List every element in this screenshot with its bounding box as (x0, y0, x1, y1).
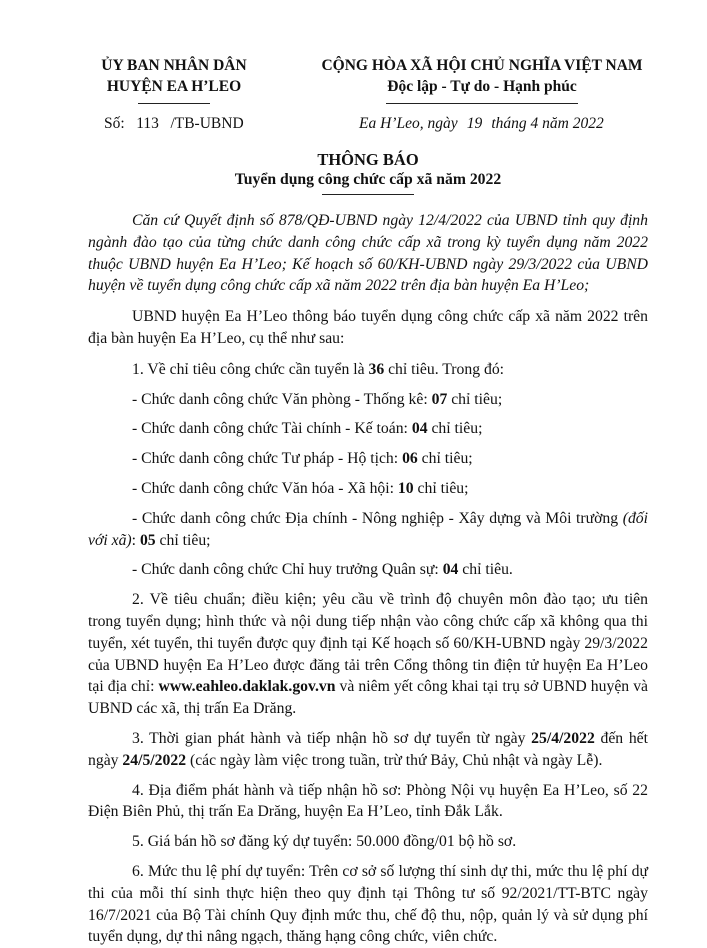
position-sep: : (131, 531, 140, 549)
position-unit: chỉ tiêu; (447, 390, 503, 408)
position-label: - Chức danh công chức Địa chính - Nông nghiệp - Xây dựng và Môi trường (132, 509, 623, 527)
doc-title: THÔNG BÁO (317, 150, 419, 169)
position-unit: chỉ tiêu. (458, 561, 513, 579)
s3-mid: đến hết ngày (88, 729, 648, 769)
position-item (88, 508, 648, 552)
position-count: 07 (431, 390, 448, 408)
end-date: 24/5/2022 (122, 751, 187, 769)
nation-line-1: CỘNG HÒA XÃ HỘI CHỦ NGHĨA VIỆT NAM (321, 57, 643, 74)
position-item (88, 448, 648, 470)
section-1-quota (88, 359, 648, 381)
s1-pre: 1. Về chỉ tiêu công chức cần tuyển là (132, 360, 369, 378)
position-label: - Chức danh công chức Văn phòng - Thống kê: (132, 390, 432, 408)
section-5-price: 5. Giá bán hồ sơ đăng ký dự tuyển: 50.000 đồng/01 bộ hồ sơ. (132, 833, 517, 851)
position-count: 06 (402, 450, 418, 468)
section-6-fee: 6. Mức thu lệ phí dự tuyển: Trên cơ sở số lượng thí sinh dự thi, mức thu lệ phí dự thi của mỗi thí sinh thực hiện theo quy định tại Thông tư số 92/2021/TT-BTC ngày 16/7/2021 của Bộ Tài chính Quy định mức thu, chế độ thu, nộp, quản lý và sử dụng phí tuyển dụng, dự thi nâng ngạch, thăng hạng công chức, viên chức. (88, 862, 648, 946)
doc-number (104, 115, 244, 133)
document-body (88, 210, 648, 948)
doc-number-suffix: /TB-UBND (170, 115, 244, 132)
nation-underline (386, 103, 578, 104)
agency-line-1: ỦY BAN NHÂN DÂN (101, 57, 247, 74)
date-suffix: tháng 4 năm 2022 (491, 115, 604, 132)
s3-post: (các ngày làm việc trong tuần, trừ thứ Bảy, Chủ nhật và ngày Lễ). (186, 751, 603, 769)
position-item (88, 418, 648, 440)
title-underline (322, 194, 414, 195)
position-unit: chỉ tiêu; (155, 531, 211, 549)
section-3-timeline (88, 728, 648, 772)
portal-link[interactable]: www.eahleo.daklak.gov.vn (158, 678, 336, 696)
position-count: 04 (411, 420, 428, 438)
position-count: 10 (397, 479, 414, 497)
date-prefix: Ea H’Leo, ngày (359, 115, 458, 132)
position-label: - Chức danh công chức Văn hóa - Xã hội: (132, 479, 398, 497)
intro-paragraph: UBND huyện Ea H’Leo thông báo tuyển dụng công chức cấp xã năm 2022 trên địa bàn huyện Ea H’Leo, cụ thể như sau: (88, 308, 648, 347)
date-day: 19 (466, 115, 483, 132)
position-count: 04 (442, 561, 459, 579)
start-date: 25/4/2022 (531, 729, 595, 747)
position-item (88, 478, 648, 500)
section-4-location: 4. Địa điểm phát hành và tiếp nhận hồ sơ: Phòng Nội vụ huyện Ea H’Leo, số 22 Điện Biên Phủ, thị trấn Ea Drăng, huyện Ea H’Leo, tỉnh Đắk Lắk. (88, 781, 648, 821)
doc-number-value: 113 (136, 115, 159, 132)
position-unit: chỉ tiêu; (413, 479, 469, 497)
preamble-paragraph: Căn cứ Quyết định số 878/QĐ-UBND ngày 12/4/2022 của UBND tỉnh quy định ngành đào tạo của từng chức danh công chức cấp xã trong kỳ tuyển dụng năm 2022 thuộc UBND huyện Ea H’Leo; Kế hoạch số 60/KH-UBND ngày 29/3/2022 của UBND huyện về tuyển dụng công chức cấp xã năm 2022 trên địa bàn huyện Ea H’Leo; (88, 212, 648, 295)
position-label: - Chức danh công chức Chỉ huy trưởng Quân sự: (132, 561, 443, 579)
position-label: - Chức danh công chức Tư pháp - Hộ tịch: (132, 450, 403, 468)
s2-text: 2. Về tiêu chuẩn; điều kiện; yêu cầu về trình độ chuyên môn đào tạo; ưu tiên trong tuyển dụng; hình thức và nội dung tiếp nhận vào công chức cấp xã không qua thi tuyển, xét tuyển, thi tuyển được quy định tại Kế hoạch số 60/KH-UBND ngày 29/3/2022 của UBND huyện Ea H’Leo được đăng tải trên Cổng thông tin điện tử huyện Ea H’Leo tại địa chỉ: (88, 591, 648, 696)
s1-num: 36 (368, 360, 385, 378)
agency-underline (138, 103, 210, 104)
doc-number-label: Số: (104, 115, 125, 132)
position-label: - Chức danh công chức Tài chính - Kế toán: (132, 420, 412, 438)
position-unit: chỉ tiêu; (427, 420, 483, 438)
s3-pre: 3. Thời gian phát hành và tiếp nhận hồ sơ dự tuyển từ ngày (132, 729, 532, 747)
position-note: (đối với xã) (88, 509, 648, 549)
nation-line-2: Độc lập - Tự do - Hạnh phúc (387, 78, 577, 95)
position-unit: chỉ tiêu; (417, 450, 473, 468)
position-count: 05 (139, 531, 156, 549)
s1-post: chỉ tiêu. Trong đó: (384, 360, 505, 378)
section-2-criteria (88, 589, 648, 720)
doc-date (359, 115, 604, 133)
position-item (88, 559, 648, 581)
doc-subtitle: Tuyển dụng công chức cấp xã năm 2022 (234, 171, 502, 188)
agency-line-2: HUYỆN EA H’LEO (106, 78, 242, 95)
position-item (88, 389, 648, 411)
s2-post: và niêm yết công khai tại trụ sở UBND huyện và UBND các xã, thị trấn Ea Drăng. (88, 678, 648, 718)
